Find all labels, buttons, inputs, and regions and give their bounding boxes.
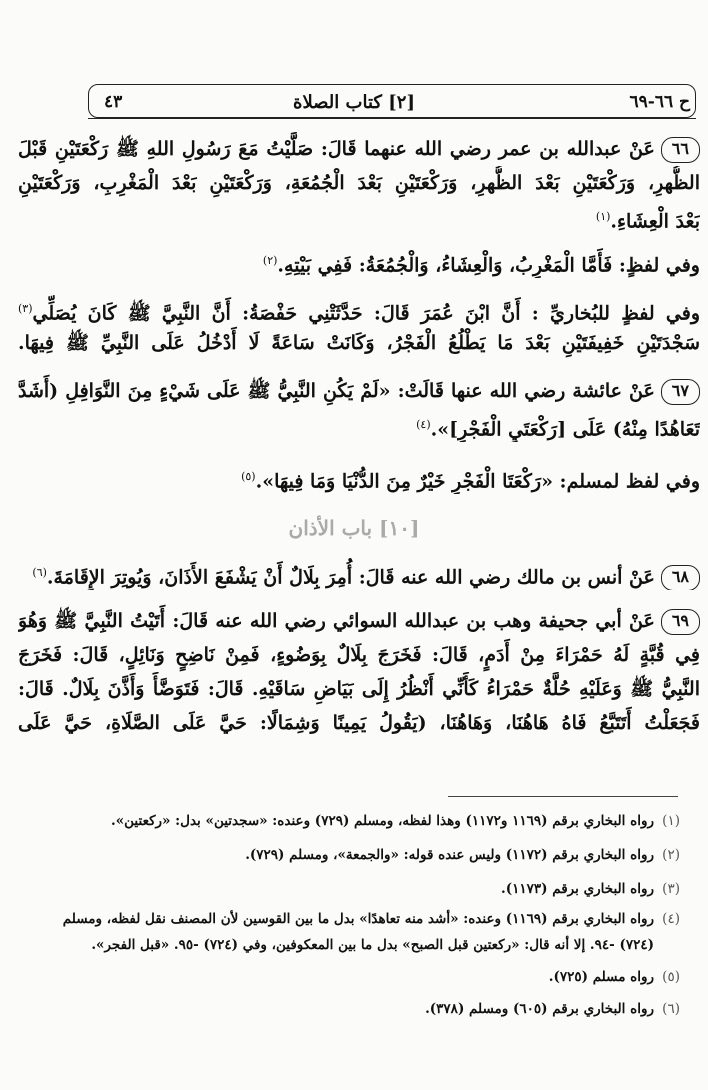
header-underline [88, 118, 696, 119]
hadith-number: ٦٦ [661, 137, 700, 163]
footnote-ref: (٢) [262, 254, 278, 267]
footnote-1: (١)رواه البخاري برقم (١١٦٩ و١١٧٢) وهذا لفظه، ومسلم (٧٢٩) وعنده: «سجدتين» بدل: «ركعتين». [111, 813, 680, 829]
variant-muslim [18, 460, 700, 494]
variant-lafz-1 [18, 244, 700, 278]
footnote-ref: (١) [595, 210, 611, 223]
hadith-67 [18, 374, 700, 442]
text-line: فِي قُبَّةٍ لَهُ حَمْرَاءَ مِنْ أَدَمٍ، قَالَ: فَخَرَجَ بِلَالٌ بِوَضُوءٍ، فَمِنْ نَاضِحٍ وَنَائِلٍ، قَالَ: فَخَرَجَ [18, 644, 700, 666]
text-line: سَجْدَتَيْنِ خَفِيفَتَيْنِ بَعْدَ مَا يَطْلُعُ الْفَجْرُ، وَكَانَتْ سَاعَةً لَا أَدْخُلُ عَلَى النَّبِيِّ ﷺ فِيهَا. [18, 332, 700, 354]
text-line: الظُّهرِ، وَرَكْعَتَيْنِ بَعْدَ الظُّهرِ، وَرَكْعَتَيْنِ بَعْدَ الْجُمُعَةِ، وَرَكْعَتَيْنِ بَعْدَ الْمَغْرِبِ، وَرَكْعَتَيْنِ [18, 172, 700, 194]
text-line: النَّبِيُّ ﷺ وَعَلَيْهِ حُلَّةٌ حَمْرَاءُ كَأَنِّي أَنْظُرُ إِلَى بَيَاضِ سَاقَيْهِ. قَالَ: فَتَوَضَّأَ وَأَذَّنَ بِلَالٌ. قَالَ: [18, 678, 700, 700]
page-number: ٤٣ [104, 92, 123, 112]
footnote-3: (٣)رواه البخاري برقم (١١٧٣). [501, 881, 680, 897]
hadith-69 [18, 604, 700, 740]
text-line: تَعَاهُدًا مِنْهُ) عَلَى [رَكْعَتَيِ الْفَجْرِ]».$^{(٤)}$ [416, 418, 700, 441]
footnote-5: (٥)رواه مسلم (٧٢٥). [548, 969, 680, 985]
text-line: بَعْدَ الْعِشَاءِ.$^{(١)}$ [595, 210, 700, 233]
text-line: وفي لفظٍ: فَأَمَّا الْمَغْرِبُ، وَالْعِشَاءُ، وَالْجُمُعَةُ: فَفِي بَيْتِهِ.$^{(٢)}$ [262, 254, 700, 277]
hadith-range: ح ٦٦-٦٩ [629, 92, 690, 112]
hadith-number: ٦٨ [661, 565, 700, 590]
footnote-ref: (٥) [241, 470, 256, 483]
footnote-ref: (٣) [18, 302, 33, 315]
narrator: عَنْ أنس بن مالك رضي الله عنه [401, 566, 655, 589]
variant-bukhari [18, 292, 700, 360]
narrator: عَنْ عبدالله بن عمر رضي الله عنهما [364, 138, 655, 160]
section-title: [١٠] باب الأذان [288, 516, 420, 540]
text-line: ٦٩عَنْ أبي جحيفة وهب بن عبدالله السوائي رضي الله عنه قَالَ: أَتَيْتُ النَّبِيَّ ﷺ وَهُوَ [18, 604, 700, 638]
narrator: عَنْ عائشة رضي الله عنها [450, 380, 655, 402]
text-line: وفي لفظٍ للبُخاريِّ : أَنَّ ابْنَ عُمَرَ قَالَ: حَدَّثَتْنِي حَفْصَةُ: أَنَّ النَّبِيَّ ﷺ كَانَ يُصَلِّي$^{(٣)}$ [18, 302, 700, 325]
footnote-ref: (٦) [32, 566, 47, 579]
footnote-ref: (٤) [416, 418, 431, 431]
text-line: ٦٧عَنْ عائشة رضي الله عنها قَالَتْ: «لَمْ يَكُنِ النَّبِيُّ ﷺ عَلَى شَيْءٍ مِنَ النَّوَافِلِ (أَشَدَّ [18, 374, 700, 408]
footnote-6: (٦)رواه البخاري برقم (٦٠٥) ومسلم (٣٧٨). [425, 1001, 680, 1017]
text-line: فَجَعَلْتُ أَتَتَبَّعُ فَاهُ هَاهُنَا، وَهَاهُنَا، (يَقُولُ يَمِينًا وَشِمَالًا: حَيَّ عَلَى الصَّلَاةِ، حَيَّ عَلَى [18, 712, 700, 734]
footnote-2: (٢)رواه البخاري برقم (١١٧٢) وليس عنده قوله: «والجمعة»، ومسلم (٧٢٩). [245, 847, 680, 863]
text-line: ٦٦عَنْ عبدالله بن عمر رضي الله عنهما قَالَ: صَلَّيْتُ مَعَ رَسُولِ اللهِ ﷺ رَكْعَتَيْنِ قَبْلَ [18, 132, 700, 166]
footnote-4-continued: (٧٢٤) -٩٤. إلا أنه قال: «ركعتين قبل الصبح» بدل ما بين المعكوفين، وفي (٧٢٤) -٩٥. «قبل الفجر». [91, 937, 654, 953]
text-line: وفي لفظ لمسلم: «رَكْعَتَا الْفَجْرِ خَيْرٌ مِنَ الدُّنْيَا وَمَا فِيهَا».$^{(٥)}$ [241, 470, 700, 493]
footnote-divider [448, 796, 678, 797]
hadith-68 [18, 556, 700, 590]
hadith-number: ٦٩ [661, 609, 700, 635]
hadith-66 [18, 132, 700, 234]
hadith-number: ٦٧ [661, 379, 700, 405]
text-line: ٦٨عَنْ أنس بن مالك رضي الله عنه قَالَ: أُمِرَ بِلَالٌ أَنْ يَشْفَعَ الأَذَانَ، وَيُوتِرَ الإِقَامَةَ.$^{(٦)}$ [18, 556, 700, 590]
footnote-4: (٤)رواه البخاري برقم (١١٦٩) وعنده: «أشد منه تعاهدًا» بدل ما بين القوسين لأن المصنف نقل لفظه، ومسلم [62, 911, 680, 927]
chapter-title: [٢] كتاب الصلاة [293, 92, 415, 113]
narrator: عَنْ أبي جحيفة وهب بن عبدالله السوائي رضي الله عنه [215, 610, 655, 632]
